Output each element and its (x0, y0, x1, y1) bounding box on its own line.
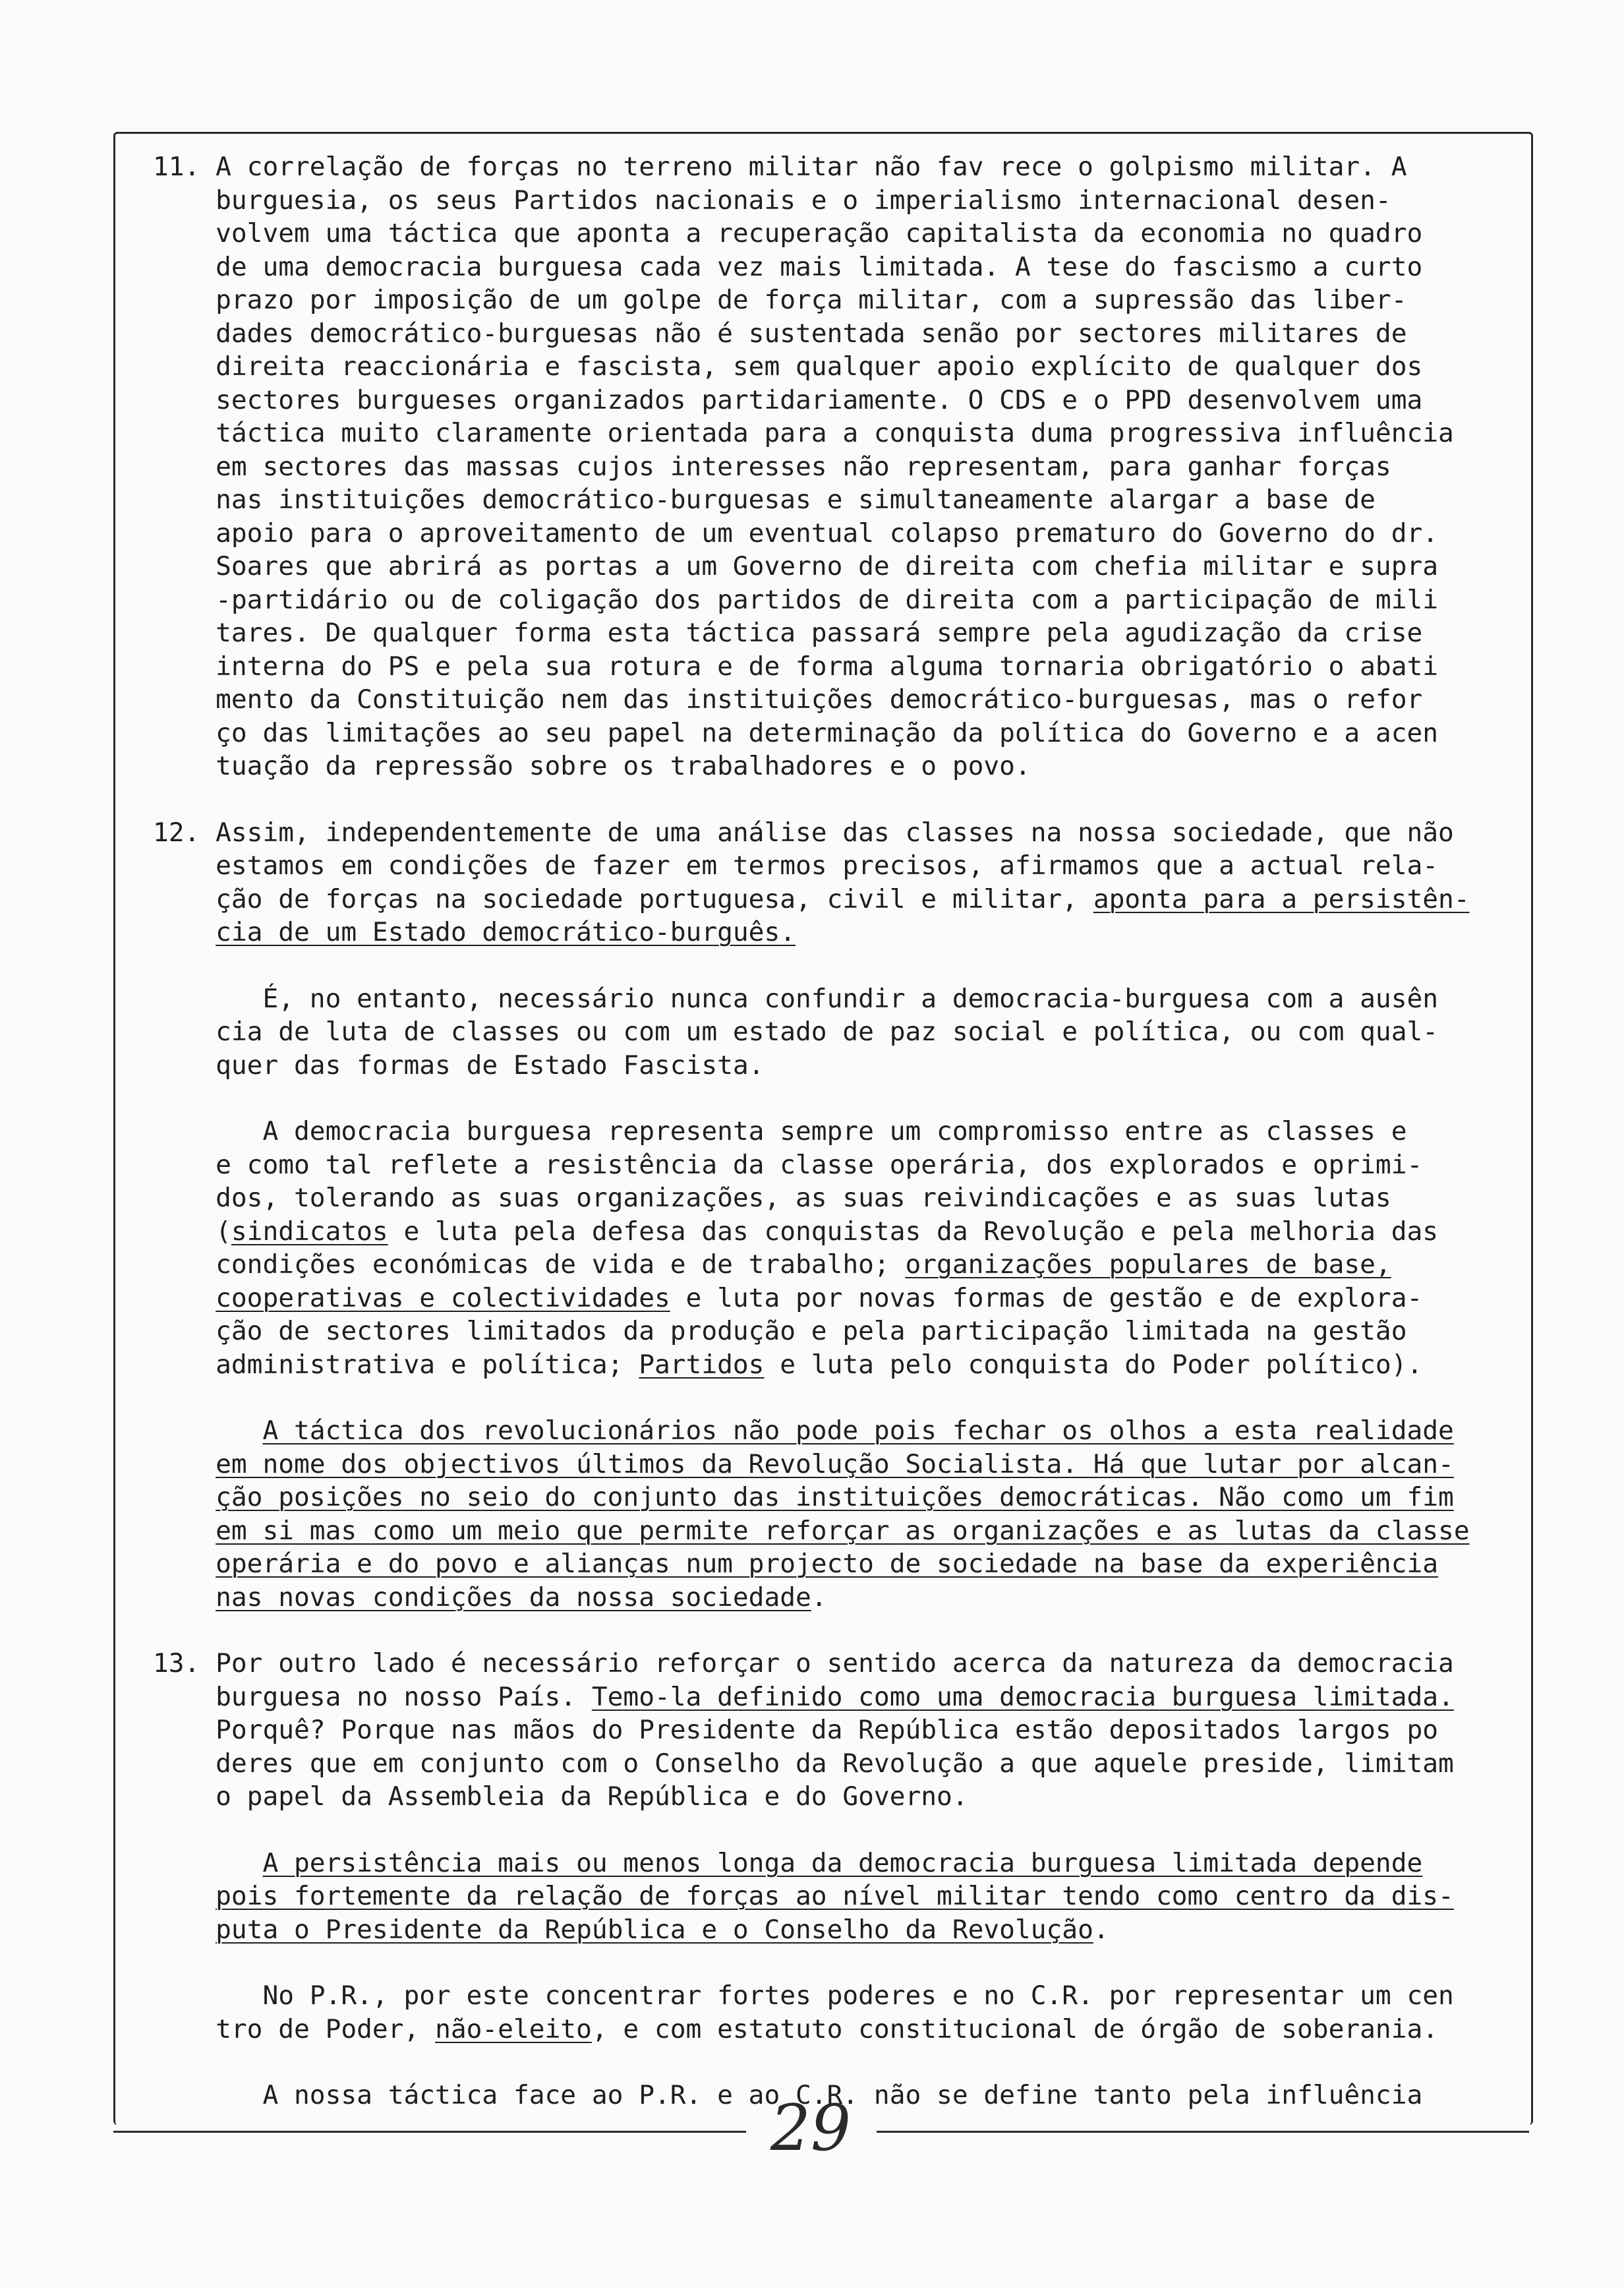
text-segment: estamos em condições de fazer em termos precisos, afirmamos que a actual rela- (153, 850, 1439, 881)
page-number: 29 (770, 2091, 852, 2165)
text-line (153, 550, 1511, 583)
text-line (153, 1647, 1511, 1680)
text-line (153, 750, 1511, 783)
text-segment: dades democrático-burguesas não é sustentada senão por sectores militares de (153, 318, 1407, 349)
underlined-text: A persistência mais ou menos longa da democracia burguesa limitada depende (262, 1847, 1423, 1878)
text-line (153, 217, 1511, 251)
text-segment: direita reaccionária e fascista, sem qualquer apoio explícito de qualquer dos (153, 351, 1423, 382)
paragraph (153, 150, 1511, 783)
text-segment: cia de luta de classes ou com um estado de paz social e política, ou com qual- (153, 1017, 1439, 1047)
section-s11 (153, 150, 1511, 783)
underlined-text: em si mas como um meio que permite reforçar as organizações e as lutas da classe (216, 1515, 1470, 1546)
text-segment: apoio para o aproveitamento de um eventual colapso prematuro do Governo do dr. (153, 518, 1439, 549)
text-line (153, 1215, 1511, 1249)
text-line (153, 1680, 1511, 1714)
text-segment: e como tal reflete a resistência da classe operária, dos explorados e oprimi- (153, 1149, 1423, 1180)
text-line (153, 1747, 1511, 1781)
underlined-text: Temo-la definido como uma democracia burguesa limitada. (591, 1681, 1454, 1712)
paragraph (153, 1979, 1511, 2046)
text-segment: -partidário ou de coligação dos partidos de direita com a participação de mili (153, 584, 1439, 615)
text-line (153, 849, 1511, 883)
paragraph (153, 982, 1511, 1083)
text-segment: sectores burgueses organizados partidariamente. O CDS e o PPD desenvolvem uma (153, 384, 1423, 415)
text-line (153, 384, 1511, 417)
text-line (153, 1315, 1511, 1348)
text-line (153, 317, 1511, 351)
text-segment: . (811, 1582, 827, 1613)
text-segment (153, 917, 216, 947)
text-segment: . (1093, 1914, 1109, 1945)
text-line (153, 417, 1511, 450)
paragraph (153, 1647, 1511, 1814)
text-segment: em sectores das massas cujos interesses não representam, para ganhar forças (153, 451, 1391, 482)
text-segment (153, 1848, 262, 1878)
underlined-text: organizações populares de base, (905, 1249, 1391, 1280)
text-line (153, 1913, 1511, 1947)
text-segment: É, no entanto, necessário nunca confundir a democracia-burguesa com a ausên (153, 983, 1439, 1014)
text-line (153, 1979, 1511, 2013)
paragraph (153, 1115, 1511, 1381)
text-line (153, 150, 1511, 184)
text-line (153, 1181, 1511, 1215)
text-segment (153, 1881, 216, 1911)
text-segment: 12. Assim, independentemente de uma análise das classes na nossa sociedade, que não (153, 817, 1454, 848)
text-segment: e luta pela defesa das conquistas da Revolução e pela melhoria das (388, 1216, 1439, 1247)
text-segment: ( (153, 1216, 231, 1247)
text-line (153, 616, 1511, 650)
text-segment: burguesia, os seus Partidos nacionais e o imperialismo internacional desen- (153, 185, 1391, 216)
text-segment: quer das formas de Estado Fascista. (153, 1050, 765, 1081)
text-line (153, 2013, 1511, 2046)
text-line (153, 717, 1511, 750)
text-segment (153, 1549, 216, 1579)
text-segment: deres que em conjunto com o Conselho da Revolução a que aquele preside, limitam (153, 1748, 1454, 1779)
text-segment: No P.R., por este concentrar fortes poderes e no C.R. por representar um cen (153, 1980, 1454, 2011)
text-line (153, 982, 1511, 1016)
text-line (153, 1847, 1511, 1880)
text-line (153, 1115, 1511, 1148)
text-line (153, 583, 1511, 617)
text-line (153, 1547, 1511, 1581)
text-line (153, 1448, 1511, 1481)
underlined-text: nas novas condições da nossa sociedade (216, 1582, 811, 1613)
underlined-text: puta o Presidente da República e o Conselho da Revolução (216, 1914, 1093, 1945)
text-line (153, 350, 1511, 384)
text-segment: A nossa táctica face ao P.R. e ao C.R. não se define tanto pela influência (153, 2080, 1423, 2110)
text-line (153, 2079, 1511, 2112)
text-segment: burguesa no nosso País. (153, 1681, 592, 1712)
text-line (153, 1514, 1511, 1548)
text-line (153, 1780, 1511, 1814)
text-segment: 13. Por outro lado é necessário reforçar o sentido acerca da natureza da democracia (153, 1648, 1454, 1679)
text-line (153, 1581, 1511, 1615)
text-line (153, 251, 1511, 284)
text-line (153, 483, 1511, 517)
text-segment (153, 1915, 216, 1945)
text-segment (153, 1283, 216, 1313)
text-segment: tro de Poder, (153, 2013, 436, 2044)
text-segment: tares. De qualquer forma esta táctica passará sempre pela agudização da crise (153, 618, 1423, 648)
text-line (153, 1049, 1511, 1083)
text-line (153, 1880, 1511, 1913)
underlined-text: ção posições no seio do conjunto das instituições democráticas. Não como um fim (216, 1482, 1454, 1512)
text-line (153, 1282, 1511, 1315)
underlined-text: operária e do povo e alianças num projecto de sociedade na base da experiência (216, 1549, 1439, 1579)
text-segment: o papel da Assembleia da República e do Governo. (153, 1781, 968, 1812)
text-segment: interna do PS e pela sua rotura e de forma alguma tornaria obrigatório o abati (153, 651, 1439, 682)
text-segment (153, 1415, 262, 1446)
text-line (153, 816, 1511, 850)
text-segment: de uma democracia burguesa cada vez mais limitada. A tese do fascismo a curto (153, 251, 1423, 282)
text-segment: e luta pelo conquista do Poder político). (764, 1349, 1423, 1380)
text-segment: ço das limitações ao seu papel na determinação da política do Governo e a acen (153, 717, 1439, 748)
text-segment: prazo por imposição de um golpe de força militar, com a supressão das liber- (153, 285, 1407, 315)
section-s12 (153, 816, 1511, 1615)
text-line (153, 916, 1511, 949)
underlined-text: Partidos (639, 1349, 765, 1380)
text-line (153, 1481, 1511, 1514)
text-line (153, 683, 1511, 717)
text-line (153, 283, 1511, 317)
text-segment: Soares que abrirá as portas a um Governo de direita com chefia militar e supra (153, 551, 1439, 581)
text-segment: condições económicas de vida e de trabalho; (153, 1249, 906, 1280)
text-segment: 11. A correlação de forças no terreno militar não fav rece o golpismo militar. A (153, 152, 1407, 182)
text-segment: ção de forças na sociedade portuguesa, civil e militar, (153, 883, 1093, 914)
underlined-text: cia de um Estado democrático-burguês. (216, 917, 796, 947)
text-segment: , e com estatuto constitucional de órgão de soberania. (591, 2013, 1439, 2044)
text-line (153, 517, 1511, 550)
underlined-text: pois fortemente da relação de forças ao nível militar tendo como centro da dis- (216, 1881, 1454, 1911)
text-line (153, 1248, 1511, 1282)
text-segment: volvem uma táctica que aponta a recuperação capitalista da economia no quadro (153, 218, 1423, 249)
text-line (153, 450, 1511, 484)
text-line (153, 184, 1511, 218)
text-line (153, 1148, 1511, 1182)
text-segment: administrativa e política; (153, 1349, 639, 1380)
text-segment: Porquê? Porque nas mãos do Presidente da República estão depositados largos po (153, 1715, 1439, 1745)
text-line (153, 1348, 1511, 1382)
text-segment: táctica muito claramente orientada para a conquista duma progressiva influência (153, 418, 1454, 448)
text-segment (153, 1516, 216, 1546)
text-segment (153, 1449, 216, 1479)
text-segment: nas instituições democrático-burguesas e simultaneamente alargar a base de (153, 485, 1376, 515)
text-segment: dos, tolerando as suas organizações, as suas reivindicações e as suas lutas (153, 1183, 1391, 1213)
text-segment: ção de sectores limitados da produção e pela participação limitada na gestão (153, 1316, 1407, 1346)
text-segment (153, 1482, 216, 1512)
underlined-text: cooperativas e colectividades (216, 1282, 670, 1313)
paragraph (153, 816, 1511, 949)
text-line (153, 1414, 1511, 1448)
text-line (153, 1015, 1511, 1049)
section-s13 (153, 1647, 1511, 2112)
underlined-text: em nome dos objectivos últimos da Revolução Socialista. Há que lutar por alcan- (216, 1448, 1454, 1479)
text-segment (153, 1582, 216, 1613)
text-line (153, 1713, 1511, 1747)
text-segment: e luta por novas formas de gestão e de explora- (670, 1282, 1423, 1313)
paragraph (153, 1847, 1511, 1947)
text-segment: tuação da repressão sobre os trabalhadores e o povo. (153, 751, 1031, 781)
text-line (153, 883, 1511, 916)
document-body (153, 150, 1511, 2145)
underlined-text: sindicatos (231, 1216, 388, 1247)
text-line (153, 650, 1511, 684)
paragraph (153, 2079, 1511, 2112)
underlined-text: não-eleito (435, 2013, 592, 2044)
text-segment: A democracia burguesa representa sempre um compromisso entre as classes e (153, 1116, 1407, 1146)
underlined-text: A táctica dos revolucionários não pode pois fechar os olhos a esta realidade (262, 1415, 1454, 1446)
underlined-text: aponta para a persistên- (1093, 883, 1470, 914)
text-segment: mento da Constituição nem das instituições democrático-burguesas, mas o refor (153, 684, 1423, 715)
paragraph (153, 1414, 1511, 1614)
